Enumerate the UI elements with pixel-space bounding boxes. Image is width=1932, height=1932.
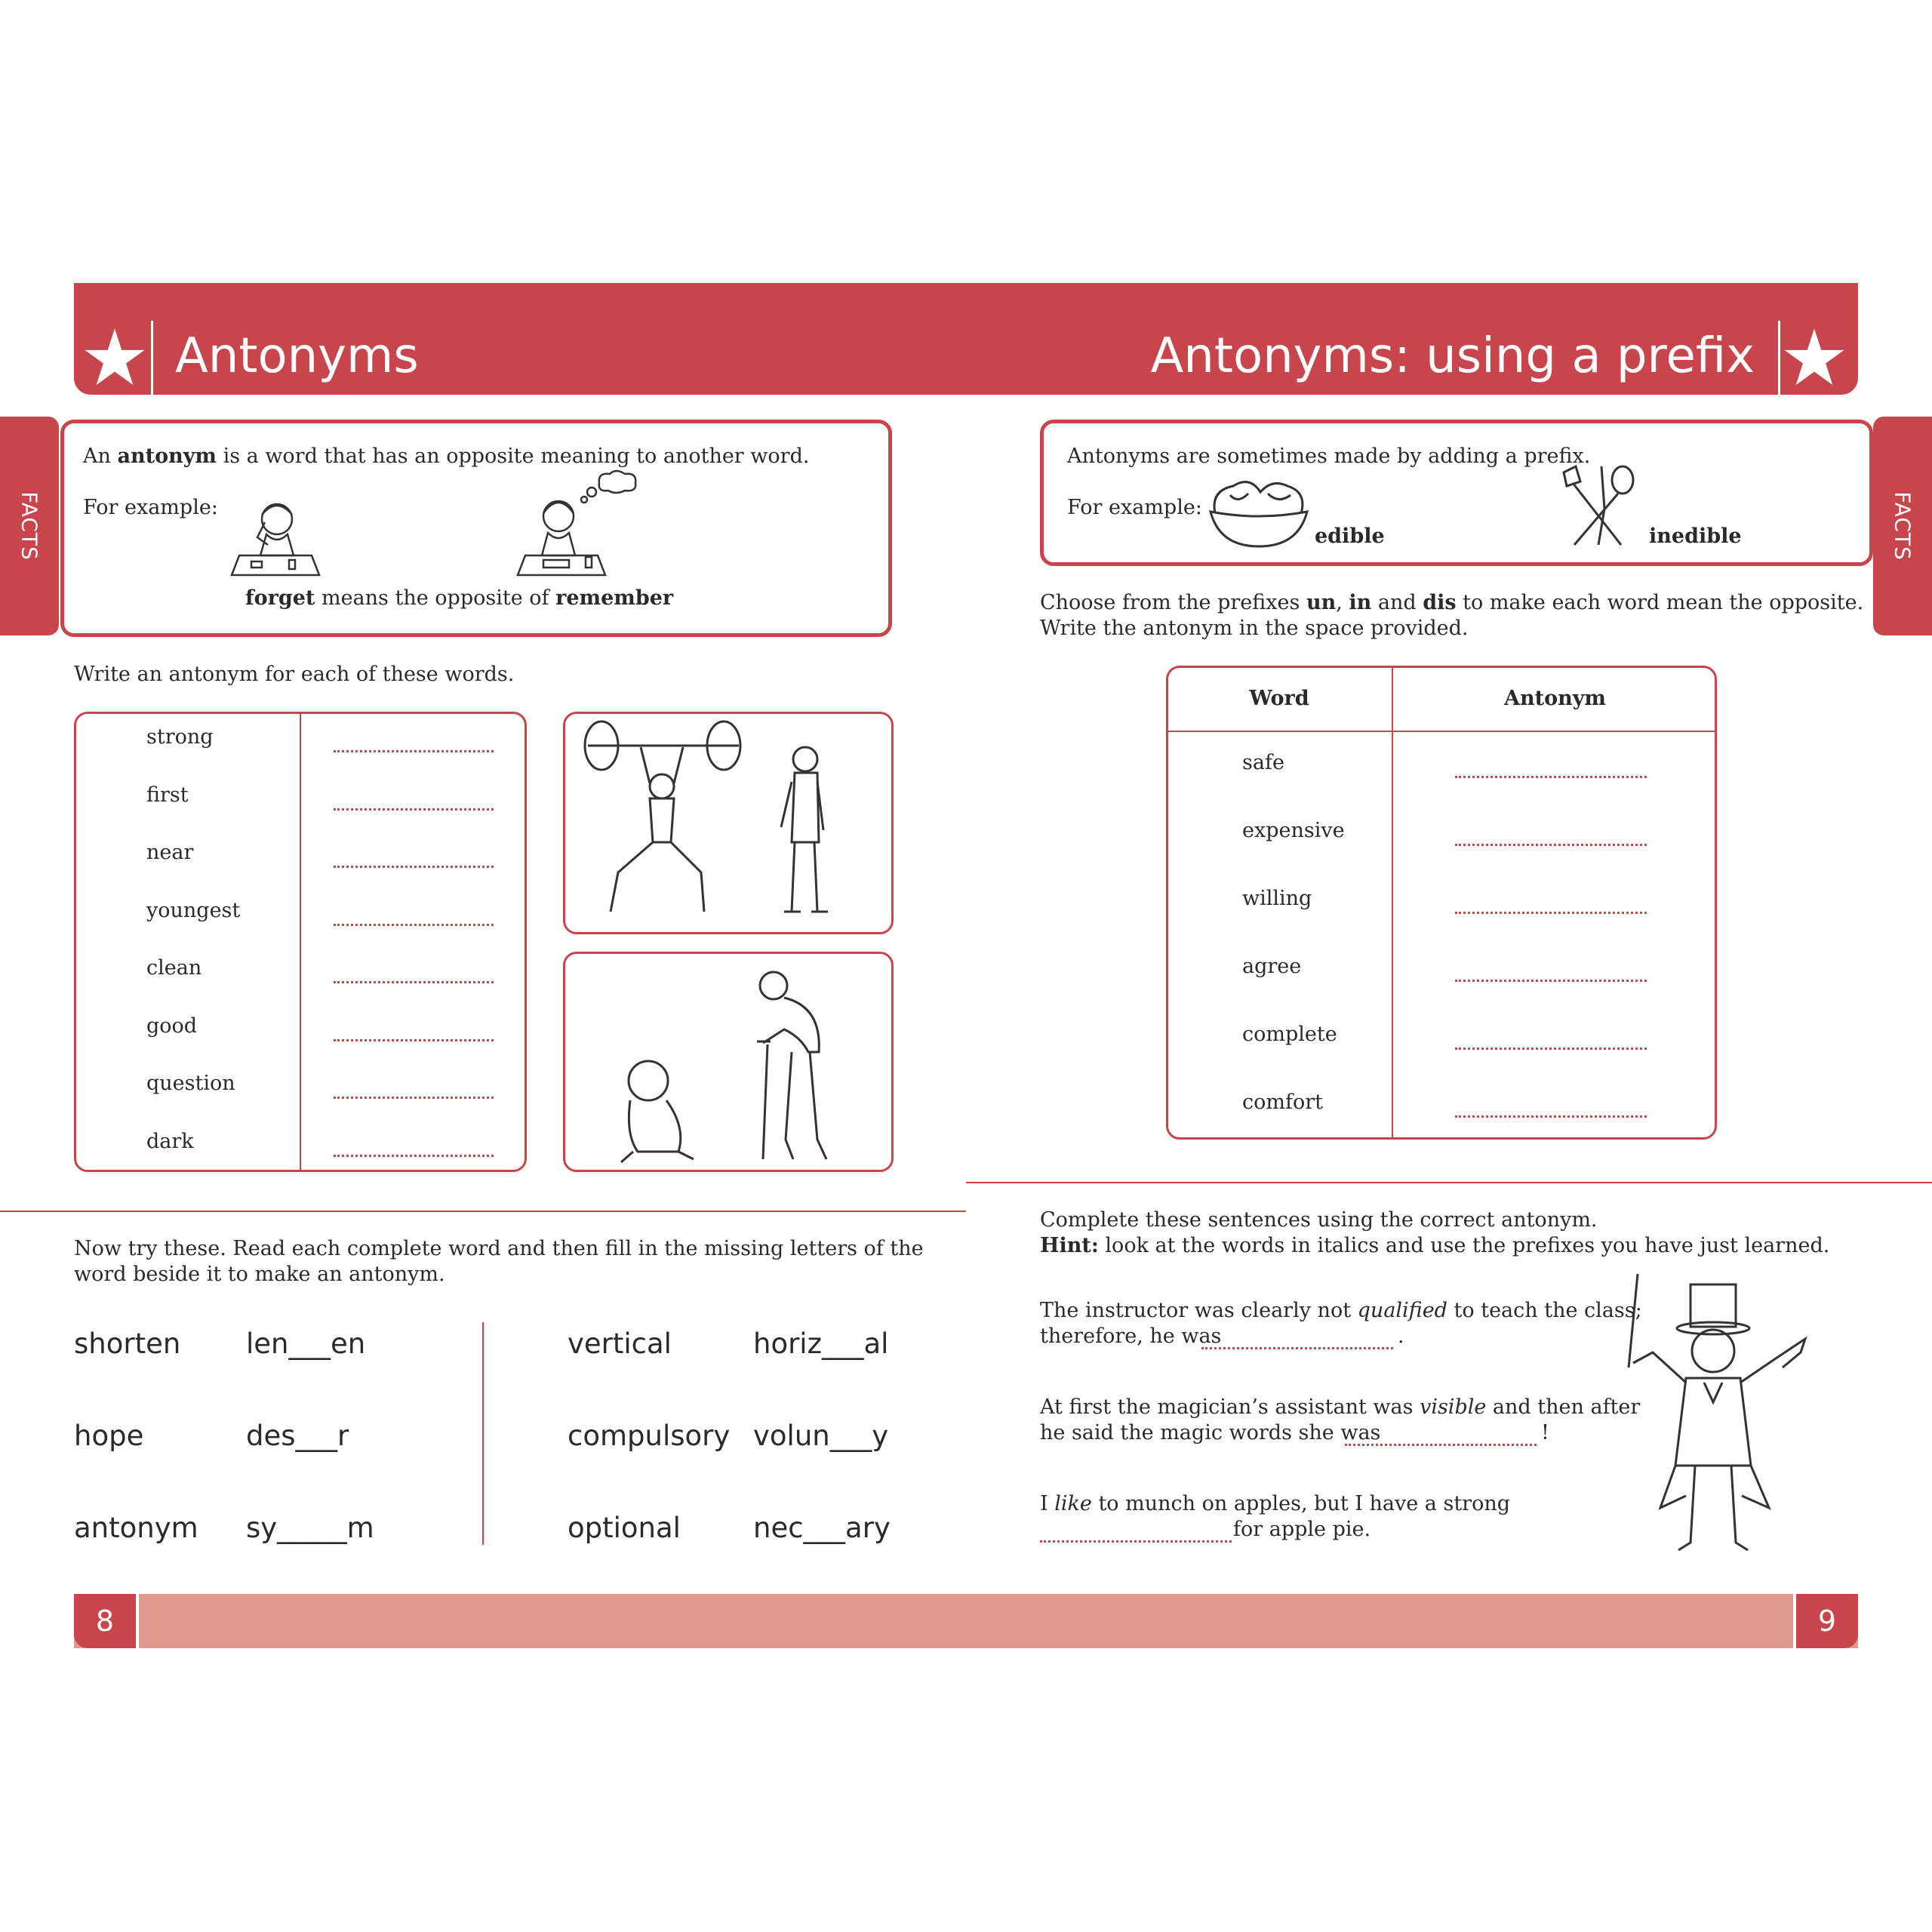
facts-box-right (1040, 420, 1873, 566)
thinking-girl-illustration (513, 469, 641, 580)
table-antonym-answer-line[interactable] (1455, 892, 1647, 914)
star-icon (83, 326, 146, 389)
table-header-word: Word (1249, 687, 1309, 710)
section-divider-left (0, 1211, 966, 1212)
complete-word: vertical (568, 1327, 672, 1360)
antonym-word: first (146, 783, 189, 807)
antonym-word: good (146, 1014, 198, 1038)
footer-divider (136, 1594, 139, 1648)
sentence-2-answer-line[interactable] (1345, 1425, 1537, 1446)
antonym-answer-line[interactable] (334, 1135, 494, 1157)
complete-word: optional (568, 1512, 681, 1544)
table-antonym-answer-line[interactable] (1455, 960, 1647, 982)
table-word: willing (1242, 887, 1312, 910)
table-header-antonym: Antonym (1504, 687, 1606, 710)
star-icon (1783, 326, 1846, 389)
example-inedible: inedible (1649, 525, 1742, 548)
table-antonym-answer-line[interactable] (1455, 1028, 1647, 1050)
missing-letters-word[interactable]: horiz___al (753, 1327, 889, 1360)
antonym-answer-line[interactable] (334, 904, 494, 926)
forgetful-girl-illustration (223, 492, 328, 580)
missing-letters-word[interactable]: sy_____m (246, 1512, 374, 1544)
ice-cream-bowl-illustration (1208, 471, 1310, 549)
young-old-illustration-box (563, 952, 894, 1172)
strong-weak-illustration-box (563, 712, 894, 934)
table-word: safe (1242, 751, 1284, 774)
complete-sentences-instruction: Complete these sentences using the correct antonym. (1040, 1208, 1598, 1232)
facts-caption: forget means the opposite of remember (245, 586, 674, 610)
missing-letters-word[interactable]: volun___y (753, 1420, 889, 1452)
prefix-instruction-line1: Choose from the prefixes un, in and dis to make each word mean the opposite. (1040, 591, 1864, 614)
missing-letters-word[interactable]: des___r (246, 1420, 349, 1452)
page-number-right: 9 (1796, 1594, 1858, 1648)
write-antonym-instruction: Write an antonym for each of these words. (74, 663, 515, 686)
missing-letters-instruction-line1: Now try these. Read each complete word and then fill in the missing letters of the (74, 1237, 924, 1260)
cutlery-illustration (1558, 463, 1639, 549)
missing-letters-word[interactable]: len___en (246, 1327, 366, 1360)
sentence-2-line1: At first the magician’s assistant was visible and then after (1040, 1395, 1641, 1419)
antonym-answer-line[interactable] (334, 789, 494, 811)
page-title-right: Antonyms: using a prefix (1150, 328, 1755, 384)
complete-word: antonym (74, 1512, 198, 1544)
facts-definition: An antonym is a word that has an opposite meaning to another word. (83, 445, 810, 468)
complete-word: hope (74, 1420, 144, 1452)
sentence-1-line1: The instructor was clearly not qualified to teach the class; (1040, 1299, 1642, 1322)
antonym-word: dark (146, 1129, 194, 1153)
antonym-word: clean (146, 956, 202, 980)
antonym-answer-line[interactable] (334, 731, 494, 752)
antonym-word: question (146, 1072, 235, 1095)
antonym-answer-line[interactable] (334, 1020, 494, 1041)
table-header-divider (1168, 731, 1715, 732)
facts-tab-left: FACTS (0, 417, 59, 635)
antonym-word: youngest (146, 898, 241, 922)
facts-tab-right: FACTS (1873, 417, 1932, 635)
sentence-3-end: for apple pie. (1233, 1518, 1371, 1541)
column-divider (300, 714, 301, 1170)
table-column-divider (1392, 668, 1393, 1137)
hint-text: Hint: look at the words in italics and use the prefixes you have just learned. (1040, 1234, 1830, 1257)
header-divider (1778, 321, 1780, 396)
table-word: comfort (1242, 1091, 1323, 1114)
example-edible: edible (1315, 525, 1385, 548)
weightlifter-and-weak-man-illustration (565, 714, 891, 932)
sentence-1-answer-line[interactable] (1201, 1328, 1393, 1349)
baby-and-old-man-illustration (565, 954, 891, 1170)
footer-bar (74, 1594, 1858, 1648)
for-example-label: For example: (1067, 496, 1202, 519)
prefix-instruction-line2: Write the antonym in the space provided. (1040, 617, 1469, 640)
page-title-left: Antonyms (175, 328, 419, 384)
table-antonym-answer-line[interactable] (1455, 824, 1647, 846)
complete-word: shorten (74, 1327, 181, 1360)
section-divider-right (966, 1182, 1932, 1183)
sentence-1-end: . (1398, 1324, 1404, 1348)
sentence-3-line1: I like to munch on apples, but I have a strong (1040, 1492, 1511, 1515)
table-word: complete (1242, 1023, 1337, 1046)
sentence-2-line2: he said the magic words she was (1040, 1421, 1381, 1444)
prefix-facts-text: Antonyms are sometimes made by adding a prefix. (1067, 445, 1591, 468)
antonym-answer-line[interactable] (334, 1077, 494, 1099)
table-word: expensive (1242, 819, 1345, 842)
sentence-2-end: ! (1541, 1421, 1549, 1444)
table-antonym-answer-line[interactable] (1455, 756, 1647, 778)
table-antonym-answer-line[interactable] (1455, 1096, 1647, 1118)
antonym-answer-line[interactable] (334, 961, 494, 983)
sentence-1-line2: therefore, he was (1040, 1324, 1222, 1348)
magician-illustration (1607, 1269, 1819, 1556)
for-example-label: For example: (83, 496, 218, 519)
header-divider (151, 321, 153, 396)
missing-letters-instruction-line2: word beside it to make an antonym. (74, 1263, 445, 1286)
antonym-answer-line[interactable] (334, 846, 494, 868)
missing-letters-divider (482, 1322, 484, 1545)
antonym-word: near (146, 841, 194, 864)
table-word: agree (1242, 955, 1302, 978)
sentence-3-answer-line[interactable] (1040, 1521, 1232, 1543)
complete-word: compulsory (568, 1420, 731, 1452)
page-number-left: 8 (74, 1594, 136, 1648)
antonym-word: strong (146, 725, 214, 749)
missing-letters-word[interactable]: nec___ary (753, 1512, 891, 1544)
